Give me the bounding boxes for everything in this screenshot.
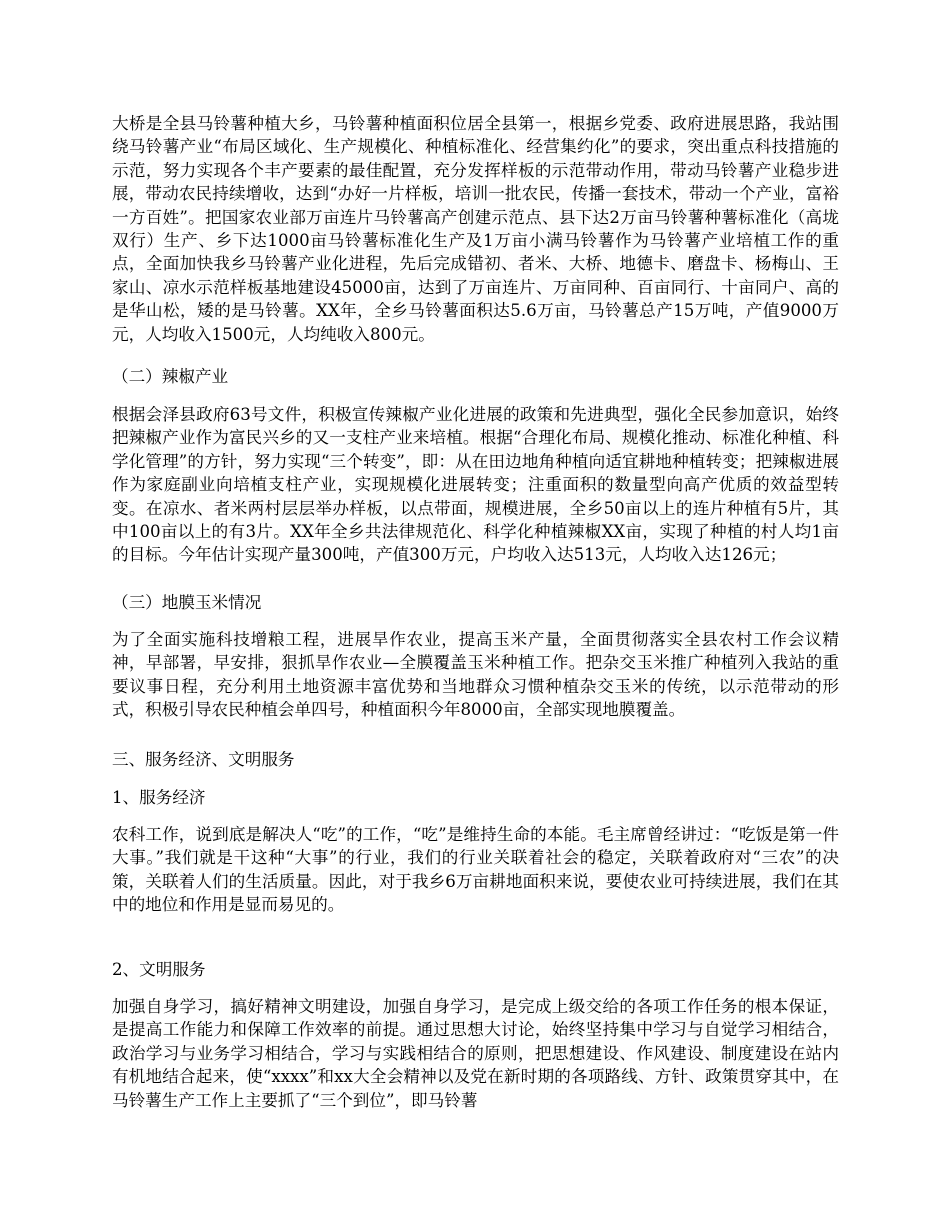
paragraph-civil-service: 加强自身学习，搞好精神文明建设，加强自身学习，是完成上级交给的各项工作任务的根本保证，是提高工作能力和保障工作效率的前提。通过思想大讨论，始终坚持集中学习与自觉学习相结合，政治学习与业务学习相结合，学习与实践相结合的原则，把思想建设、作风建设、制度建设在站内有机地结合起来，使“xxxx”和xx大全会精神以及党在新时期的各项路线、方针、政策贯穿其中，在马铃薯生产工作上主要抓了“三个到位”，即马铃薯 — [112, 997, 839, 1110]
paragraph-mulch-corn: 为了全面实施科技增粮工程，进展旱作农业，提高玉米产量，全面贯彻落实全县农村工作会议精神，早部署，早安排，狠抓旱作农业—全膜覆盖玉米种植工作。把杂交玉米推广种植列入我站的重要议事日程，充分利用土地资源丰富优势和当地群众习惯种植杂交玉米的传统，以示范带动的形式，积极引导农民种植会单四号，种植面积今年8000亩，全部实现地膜覆盖。 — [112, 630, 839, 720]
heading-mulch-corn: （三）地膜玉米情况 — [112, 593, 262, 612]
heading-section-three: 三、服务经济、文明服务 — [112, 750, 295, 769]
heading-serve-economy: 1、服务经济 — [112, 788, 206, 807]
heading-civil-service: 2、文明服务 — [112, 960, 206, 979]
paragraph-potato-industry: 大桥是全县马铃薯种植大乡，马铃薯种植面积位居全县第一，根据乡党委、政府进展思路，我站围绕马铃薯产业“布局区域化、生产规模化、种植标准化、经营集约化”的要求，突出重点科技措施的示范，努力实现各个丰产要素的最佳配置，充分发挥样板的示范带动作用，带动马铃薯产业稳步进展，带动农民持续增收，达到“办好一片样板，培训一批农民，传播一套技术，带动一个产业，富裕一方百姓”。把国家农业部万亩连片马铃薯高产创建示范点、县下达2万亩马铃薯种薯标准化（高垅双行）生产、乡下达1000亩马铃薯标准化生产及1万亩小满马铃薯作为马铃薯产业培植工作的重点，全面加快我乡马铃薯产业化进程，先后完成错初、者米、大桥、地德卡、磨盘卡、杨梅山、王家山、凉水示范样板基地建设45000亩，达到了万亩连片、万亩同种、百亩同行、十亩同户、高的是华山松，矮的是马铃薯。XX年，全乡马铃薯面积达5.6万亩，马铃薯总产15万吨，产值9000万元，人均收入1500元，人均纯收入800元。 — [112, 114, 839, 344]
heading-pepper-industry: （二）辣椒产业 — [112, 367, 229, 386]
paragraph-serve-economy: 农科工作，说到底是解决人“吃”的工作，“吃”是维持生命的本能。毛主席曾经讲过：“吃饭是第一件大事。”我们就是干这种“大事”的行业，我们的行业关联着社会的稳定，关联着政府对“三农”的决策，关联着人们的生活质量。因此，对于我乡6万亩耕地面积来说，要使农业可持续进展，我们在其中的地位和作用是显而易见的。 — [112, 825, 839, 915]
paragraph-pepper-industry: 根据会泽县政府63号文件，积极宣传辣椒产业化进展的政策和先进典型，强化全民参加意识，始终把辣椒产业作为富民兴乡的又一支柱产业来培植。根据“合理化布局、规模化推动、标准化种植、科学化管理”的方针，努力实现“三个转变”，即：从在田边地角种植向适宜耕地种植转变；把辣椒进展作为家庭副业向培植支柱产业，实现规模化进展转变；注重面积的数量型向高产优质的效益型转变。在凉水、者米两村层层举办样板，以点带面，规模进展，全乡50亩以上的连片种植有5片，其中100亩以上的有3片。XX年全乡共法律规范化、科学化种植辣椒XX亩，实现了种植的村人均1亩的目标。今年估计实现产量300吨，产值300万元，户均收入达513元，人均收入达126元； — [112, 405, 839, 565]
